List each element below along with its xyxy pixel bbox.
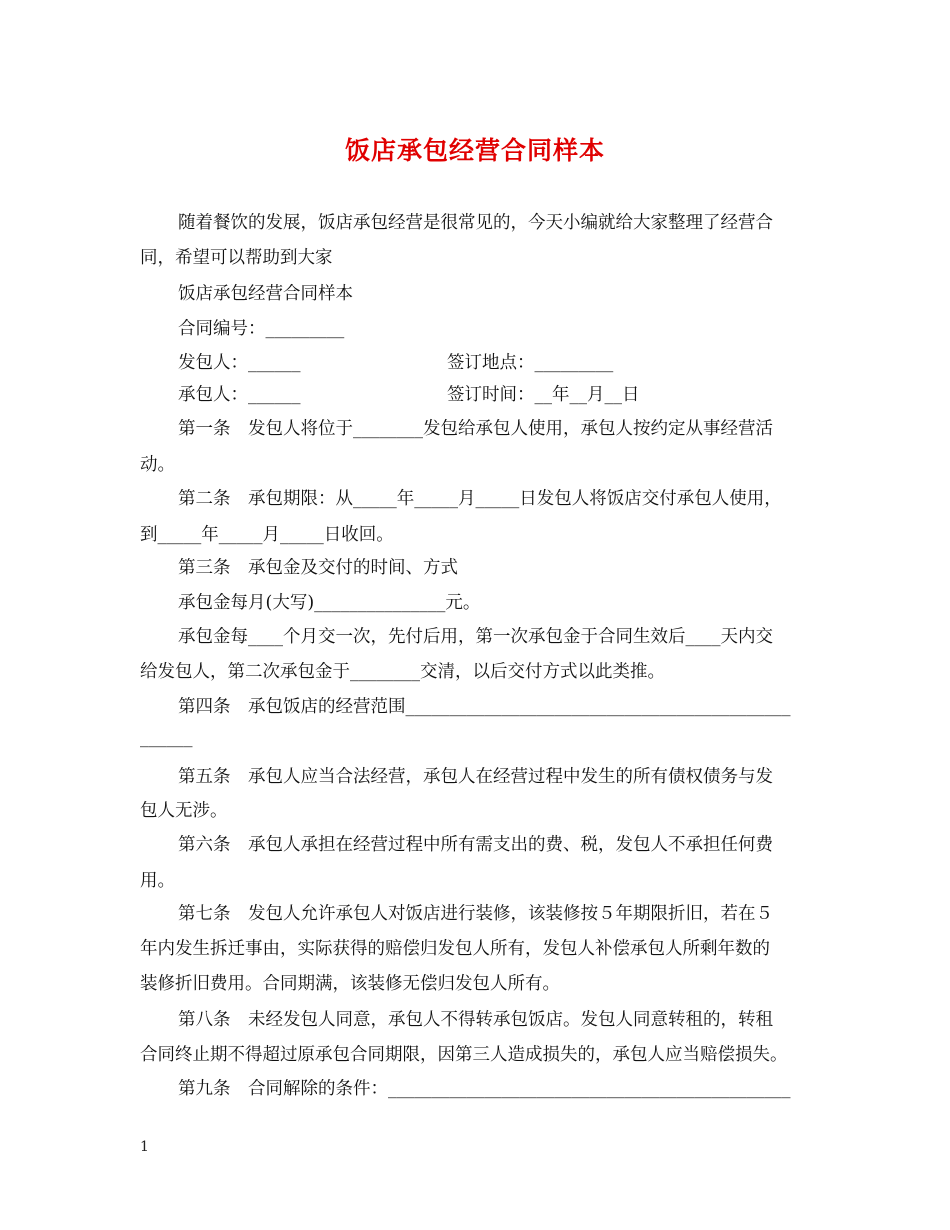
article-2-line-2: 到_____年_____月_____日收回。 — [140, 525, 394, 545]
article-4-line-2: ______ — [140, 728, 193, 748]
article-8-line-2: 合同终止期不得超过原承包合同期限，因第三人造成损失的，承包人应当赔偿损失。 — [140, 1045, 788, 1065]
article-1-line-1: 第一条 发包人将位于________发包给承包人使用，承包人按约定从事经营活 — [178, 419, 773, 439]
intro-line-1: 随着餐饮的发展，饭店承包经营是很常见的，今天小编就给大家整理了经营合 — [178, 213, 773, 233]
sign-place: 签订地点：_________ — [447, 353, 614, 373]
article-7-line-2: 年内发生拆迁事由，实际获得的赔偿归发包人所有，发包人补偿承包人所剩年数的 — [140, 939, 770, 959]
article-4-line-1: 第四条 承包饭店的经营范围____________________________________________ — [178, 697, 791, 717]
article-3-heading: 第三条 承包金及交付的时间、方式 — [178, 558, 458, 578]
contract-number: 合同编号：_________ — [178, 319, 345, 339]
party-b: 承包人：______ — [178, 385, 301, 405]
intro-line-2: 同，希望可以帮助到大家 — [140, 248, 333, 268]
article-6-line-2: 用。 — [140, 871, 175, 891]
article-6-line-1: 第六条 承包人承担在经营过程中所有需支出的费、税，发包人不承担任何费 — [178, 835, 773, 855]
article-3-line-3: 承包金每____个月交一次，先付后用，第一次承包金于合同生效后____天内交 — [178, 627, 773, 647]
article-7-line-1: 第七条 发包人允许承包人对饭店进行装修，该装修按５年期限折旧，若在５ — [178, 904, 773, 924]
article-5-line-1: 第五条 承包人应当合法经营，承包人在经营过程中发生的所有债权债务与发 — [178, 767, 773, 787]
party-a: 发包人：______ — [178, 353, 301, 373]
subtitle: 饭店承包经营合同样本 — [178, 284, 353, 304]
article-9-line-1: 第九条 合同解除的条件：______________________________________________ — [178, 1079, 791, 1099]
article-5-line-2: 包人无涉。 — [140, 801, 228, 821]
article-3-line-2: 承包金每月(大写)_______________元。 — [178, 593, 481, 613]
sign-time: 签订时间：__年__月__日 — [447, 385, 640, 405]
article-2-line-1: 第二条 承包期限：从_____年_____月_____日发包人将饭店交付承包人使用， — [178, 489, 782, 509]
article-8-line-1: 第八条 未经发包人同意，承包人不得转承包饭店。发包人同意转租的，转租 — [178, 1010, 773, 1030]
article-1-line-2: 动。 — [140, 455, 175, 475]
document-title: 饭店承包经营合同样本 — [344, 136, 605, 165]
page-number: 1 — [140, 1139, 149, 1155]
article-7-line-3: 装修折旧费用。合同期满，该装修无偿归发包人所有。 — [140, 974, 560, 994]
article-3-line-4: 给发包人，第二次承包金于________交清，以后交付方式以此类推。 — [140, 662, 665, 682]
